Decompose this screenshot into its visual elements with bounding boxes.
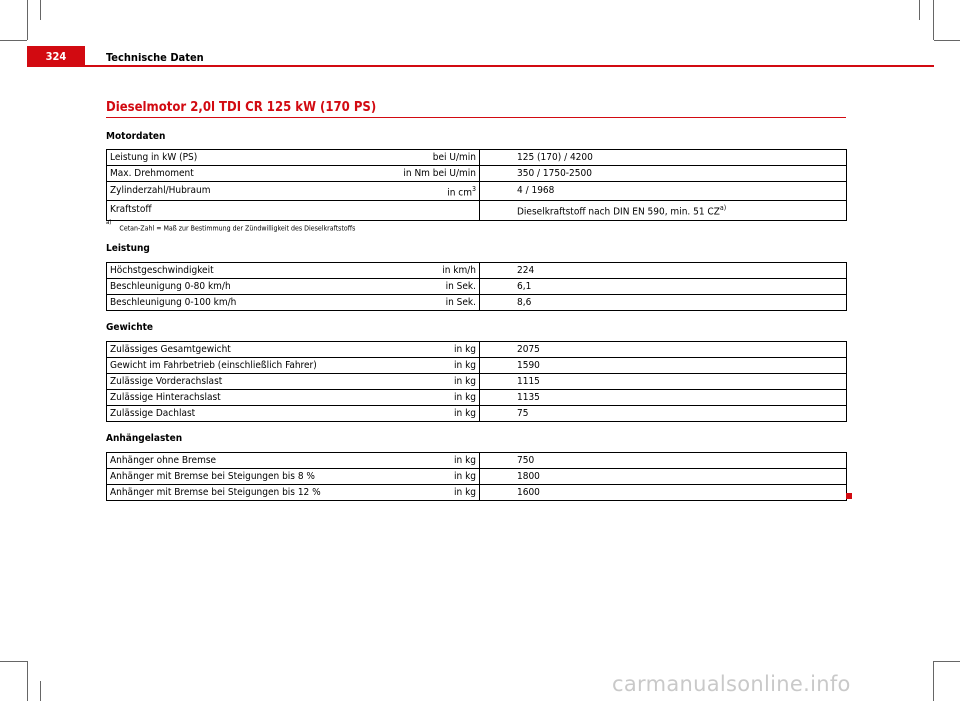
- crop-mark-top-left-h: [0, 40, 27, 41]
- row-unit: in km/h: [373, 263, 480, 279]
- row-value: 1135: [480, 390, 847, 406]
- crop-mark-top-left-v: [27, 0, 28, 40]
- footnote-marker: a): [106, 219, 112, 226]
- table-row: [107, 358, 847, 374]
- row-label: Gewicht im Fahrbetrieb (einschließlich Fahrer): [107, 358, 374, 374]
- footnote-text: Cetan-Zahl = Maß zur Bestimmung der Zündwilligkeit des Dieselkraftstoffs: [119, 224, 356, 233]
- watermark: carmanualsonline.info: [612, 672, 851, 696]
- table-row: [107, 263, 847, 279]
- header-rule: [27, 65, 934, 67]
- row-label: Zylinderzahl/Hubraum: [107, 182, 374, 201]
- unit-superscript: 3: [471, 185, 476, 193]
- row-value: 224: [480, 263, 847, 279]
- row-unit-text: in cm: [447, 187, 472, 199]
- crop-mark-top-left-v2: [40, 0, 41, 20]
- row-value: 6,1: [480, 279, 847, 295]
- table-row: [107, 182, 847, 201]
- row-label: Kraftstoff: [107, 201, 374, 220]
- row-unit: in Nm bei U/min: [373, 166, 480, 182]
- table-row: [107, 453, 847, 469]
- motordaten-table: [106, 149, 847, 221]
- footnote: [106, 219, 356, 233]
- crop-mark-bottom-right-h: [934, 661, 960, 662]
- table-row: [107, 166, 847, 182]
- row-value: 4 / 1968: [480, 182, 847, 201]
- section-title: Dieselmotor 2,0l TDI CR 125 kW (170 PS): [106, 100, 377, 115]
- table-row: [107, 279, 847, 295]
- row-label: Zulässige Hinterachslast: [107, 390, 374, 406]
- section-rule: [106, 117, 846, 118]
- table-row: [107, 469, 847, 485]
- row-unit: in Sek.: [373, 295, 480, 311]
- row-value: 1590: [480, 358, 847, 374]
- row-value: 2075: [480, 342, 847, 358]
- table-row: [107, 374, 847, 390]
- row-value: 75: [480, 406, 847, 422]
- crop-mark-top-right-v2: [919, 0, 920, 20]
- row-value: 125 (170) / 4200: [480, 150, 847, 166]
- row-label: Anhänger mit Bremse bei Steigungen bis 12 %: [107, 485, 374, 501]
- row-unit: in kg: [373, 374, 480, 390]
- row-label: Beschleunigung 0-100 km/h: [107, 295, 374, 311]
- row-value: 1115: [480, 374, 847, 390]
- row-unit: [373, 201, 480, 220]
- row-label: Höchstgeschwindigkeit: [107, 263, 374, 279]
- chapter-title: Technische Daten: [106, 51, 204, 64]
- row-unit: in kg: [373, 390, 480, 406]
- row-value: 8,6: [480, 295, 847, 311]
- anhaengelasten-heading: Anhängelasten: [106, 433, 183, 444]
- row-value: [480, 201, 847, 220]
- row-unit: in kg: [373, 342, 480, 358]
- row-label: Anhänger mit Bremse bei Steigungen bis 8 %: [107, 469, 374, 485]
- row-unit: in kg: [373, 406, 480, 422]
- row-label: Zulässiges Gesamtgewicht: [107, 342, 374, 358]
- leistung-table: [106, 262, 847, 311]
- crop-mark-bottom-left-h: [0, 661, 27, 662]
- table-row: [107, 406, 847, 422]
- row-unit: in kg: [373, 469, 480, 485]
- page-number: 324: [45, 50, 67, 63]
- row-unit: in Sek.: [373, 279, 480, 295]
- row-label: Anhänger ohne Bremse: [107, 453, 374, 469]
- page-number-box: [27, 46, 85, 66]
- footnote-reference: a): [719, 204, 727, 213]
- crop-mark-top-right-v: [933, 0, 934, 40]
- crop-mark-bottom-left-v2: [40, 681, 41, 701]
- row-label: Beschleunigung 0-80 km/h: [107, 279, 374, 295]
- row-unit: in kg: [373, 485, 480, 501]
- row-unit: in kg: [373, 453, 480, 469]
- leistung-heading: Leistung: [106, 243, 150, 254]
- table-row: [107, 485, 847, 501]
- motordaten-heading: Motordaten: [106, 131, 166, 142]
- table-row: [107, 295, 847, 311]
- crop-mark-top-right-h: [934, 40, 960, 41]
- row-unit: in kg: [373, 358, 480, 374]
- gewichte-heading: Gewichte: [106, 322, 154, 333]
- table-row: [107, 342, 847, 358]
- row-value: 350 / 1750-2500: [480, 166, 847, 182]
- row-unit: bei U/min: [373, 150, 480, 166]
- row-label: Max. Drehmoment: [107, 166, 374, 182]
- row-label: Zulässige Dachlast: [107, 406, 374, 422]
- table-row: [107, 150, 847, 166]
- anhaengelasten-table: [106, 452, 847, 501]
- crop-mark-bottom-right-v: [933, 661, 934, 701]
- row-label: Zulässige Vorderachslast: [107, 374, 374, 390]
- row-unit: [373, 182, 480, 201]
- row-value: 750: [480, 453, 847, 469]
- gewichte-table: [106, 341, 847, 422]
- table-row: [107, 201, 847, 220]
- row-label: Leistung in kW (PS): [107, 150, 374, 166]
- row-value: 1800: [480, 469, 847, 485]
- row-value: 1600: [480, 485, 847, 501]
- table-row: [107, 390, 847, 406]
- row-value-text: Dieselkraftstoff nach DIN EN 590, min. 51 CZ: [517, 206, 720, 218]
- crop-mark-bottom-left-v: [27, 661, 28, 701]
- section-end-marker: [846, 493, 852, 499]
